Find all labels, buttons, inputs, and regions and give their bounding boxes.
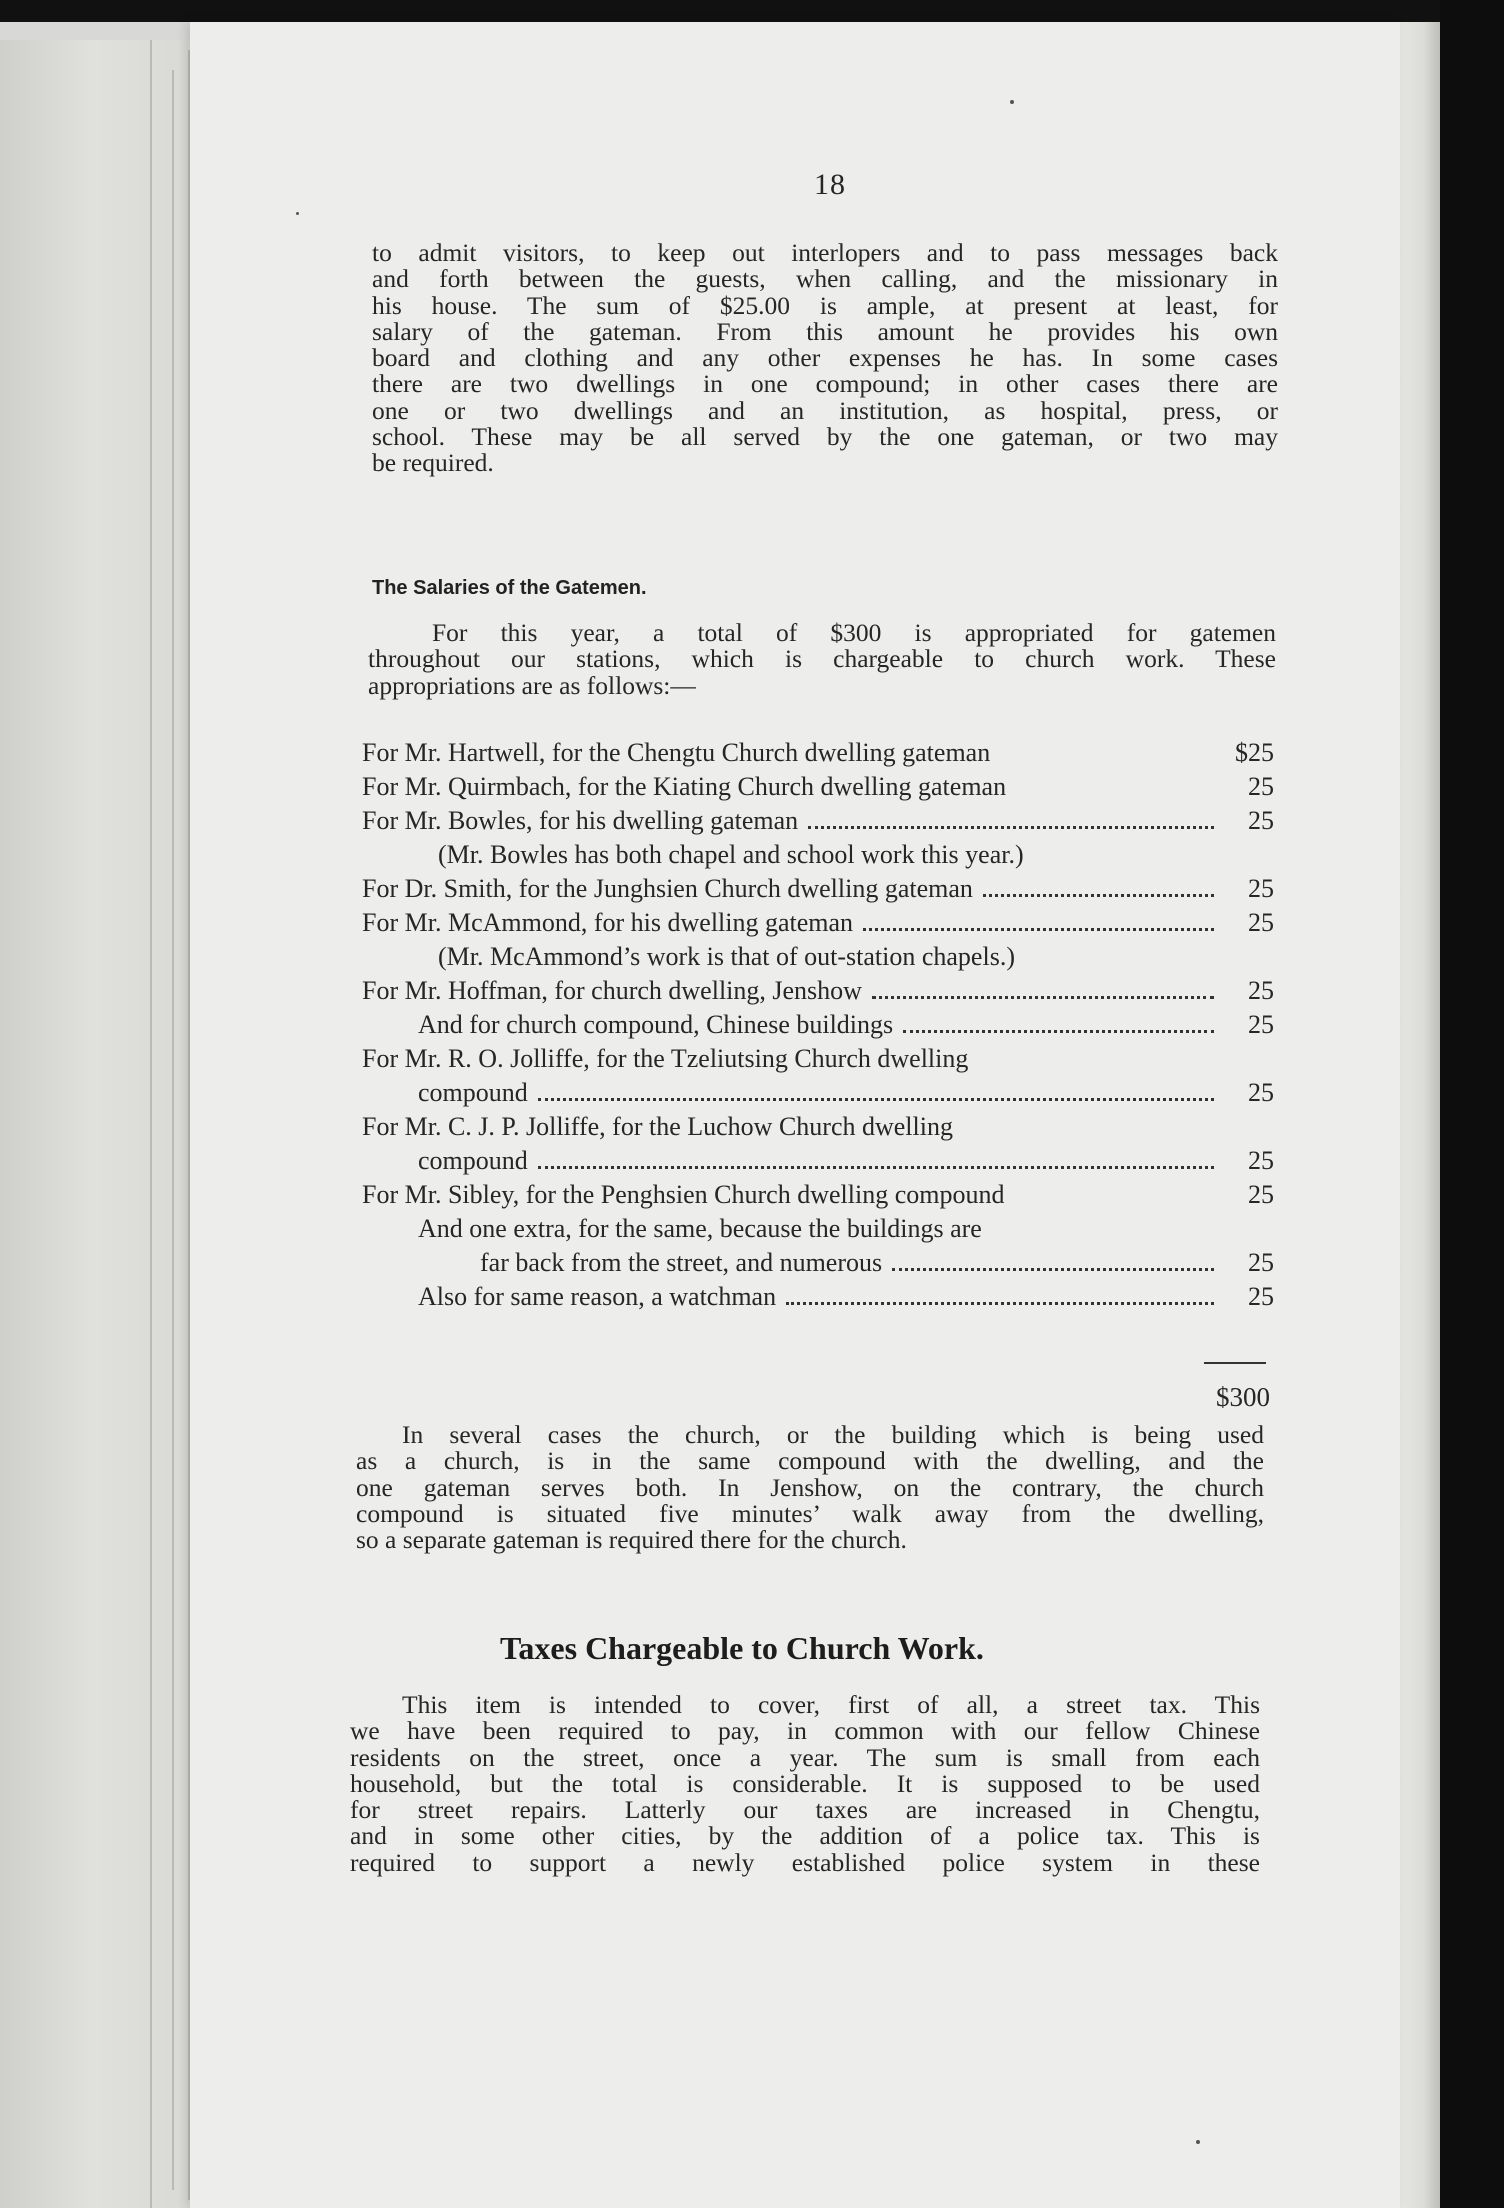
allocation-text: And one extra, for the same, because the buildings are [418, 1214, 982, 1243]
allocation-text: For Mr. C. J. P. Jolliffe, for the Luchow Church dwelling [362, 1112, 953, 1141]
text-line: residents on the street, once a year. The sum is small from each [350, 1742, 1260, 1772]
allocation-text: far back from the street, and numerous [480, 1248, 883, 1277]
allocation-amount: 25 [1248, 1078, 1274, 1107]
allocation-amount: 25 [1248, 976, 1274, 1005]
next-page-edge [1398, 22, 1440, 2208]
allocation-amount: 25 [1248, 772, 1274, 801]
scan-right-border [1440, 0, 1504, 2208]
allocation-amount: 25 [1248, 1146, 1274, 1175]
allocation-text: For Mr. Hoffman, for church dwelling, Jenshow [362, 976, 862, 1005]
allocation-text: Also for same reason, a watchman [418, 1282, 777, 1311]
allocation-row [362, 736, 1274, 770]
allocation-amount: 25 [1248, 1180, 1274, 1209]
allocation-row [362, 1110, 1274, 1144]
page-number: 18 [814, 168, 846, 201]
text-line: there are two dwellings in one compound; in other cases there are [372, 369, 1278, 399]
allocation-row [362, 1042, 1274, 1076]
page-edge-line [172, 70, 174, 2190]
text-line: salary of the gateman. From this amount he provides his own [372, 316, 1278, 346]
dot-leader [786, 1302, 1214, 1305]
allocation-text: For Mr. McAmmond, for his dwelling gateman [362, 908, 854, 937]
salaries-heading: The Salaries of the Gatemen. [372, 577, 647, 599]
text-line: for street repairs. Latterly our taxes are increased in Chengtu, [350, 1795, 1260, 1824]
allocation-row [362, 906, 1274, 940]
text-line: one gateman serves both. In Jenshow, on the contrary, the church [356, 1472, 1264, 1502]
allocation-row [362, 1144, 1274, 1178]
dot-leader [808, 826, 1214, 829]
text-line: his house. The sum of $25.00 is ample, at present at least, for [372, 290, 1278, 320]
allocation-row [362, 974, 1274, 1008]
allocation-row [362, 1280, 1274, 1314]
text-line: board and clothing and any other expenses he has. In some cases [372, 343, 1278, 372]
allocation-text: compound [418, 1146, 528, 1175]
allocation-amount: 25 [1248, 1248, 1274, 1277]
text-line: household, but the total is considerable. It is supposed to be used [350, 1768, 1260, 1798]
allocation-amount: 25 [1248, 806, 1274, 835]
allocation-row [362, 1008, 1274, 1042]
text-line: so a separate gateman is required there for the church. [356, 1525, 907, 1554]
text-line: In several cases the church, or the building which is being used [402, 1420, 1264, 1449]
text-line: school. These may be all served by the one gateman, or two may [372, 421, 1278, 451]
dot-leader [903, 1030, 1214, 1033]
text-line: we have been required to pay, in common with our fellow Chinese [350, 1716, 1260, 1746]
church-compound-paragraph [356, 1422, 1264, 1553]
allocation-amount: 25 [1248, 874, 1274, 903]
allocation-text: For Mr. Bowles, for his dwelling gateman [362, 806, 799, 835]
page-edge-line [150, 40, 152, 2208]
dot-leader [863, 928, 1214, 931]
section-title-taxes: Taxes Chargeable to Church Work. [500, 1630, 984, 1666]
total-rule [1204, 1362, 1266, 1364]
allocation-text: (Mr. McAmmond’s work is that of out-station chapels.) [438, 942, 1015, 971]
text-line: as a church, is in the same compound with the dwelling, and the [356, 1446, 1264, 1476]
allocation-text: For Mr. Sibley, for the Penghsien Church dwelling compound [362, 1180, 1005, 1209]
allocation-row [362, 1178, 1274, 1212]
text-line: appropriations are as follows:— [368, 670, 696, 700]
dot-leader [538, 1166, 1214, 1169]
intro-paragraph [372, 240, 1278, 476]
text-line: throughout our stations, which is chargeable to church work. These [368, 644, 1276, 674]
text-line: and in some other cities, by the addition of a police tax. This is [350, 1821, 1260, 1851]
text-line: For this year, a total of $300 is appropriated for gatemen [432, 618, 1276, 647]
text-line: be required. [372, 448, 494, 477]
allocation-note [362, 940, 1274, 974]
allocation-text: For Dr. Smith, for the Junghsien Church dwelling gateman [362, 874, 973, 903]
gatemen-allocation-list [362, 736, 1274, 1314]
allocation-text: compound [418, 1078, 528, 1107]
text-line: This item is intended to cover, first of all, a street tax. This [402, 1690, 1260, 1719]
allocation-amount: 25 [1248, 1282, 1274, 1311]
text-line: to admit visitors, to keep out interlopers and to pass messages back [372, 238, 1278, 267]
allocation-total: $300 [1216, 1382, 1270, 1412]
dot-leader [538, 1098, 1214, 1101]
allocation-text: (Mr. Bowles has both chapel and school work this year.) [438, 840, 1024, 869]
text-line: and forth between the guests, when calling, and the missionary in [372, 264, 1278, 294]
allocation-text: For Mr. R. O. Jolliffe, for the Tzeliutsing Church dwelling [362, 1044, 969, 1073]
allocation-amount: $25 [1235, 738, 1274, 767]
allocation-amount: 25 [1248, 1010, 1274, 1039]
paper-speck [296, 212, 299, 215]
text-line: required to support a newly established police system in these [350, 1847, 1260, 1877]
allocation-amount: 25 [1248, 908, 1274, 937]
allocation-row [362, 872, 1274, 906]
allocation-text: For Mr. Quirmbach, for the Kiating Church dwelling gateman [362, 772, 1007, 801]
allocation-text: For Mr. Hartwell, for the Chengtu Church dwelling gateman [362, 738, 991, 767]
dot-leader [872, 996, 1214, 999]
allocation-row [362, 1076, 1274, 1110]
paper-speck [1196, 2140, 1200, 2144]
taxes-paragraph [350, 1692, 1260, 1876]
allocation-row [362, 804, 1274, 838]
text-line: compound is situated five minutes’ walk away from the dwelling, [356, 1498, 1264, 1528]
scan-top-border [0, 0, 1504, 22]
text-line: one or two dwellings and an institution, as hospital, press, or [372, 395, 1278, 425]
allocation-row [362, 1246, 1274, 1280]
paper-speck [1010, 100, 1014, 104]
dot-leader [983, 894, 1214, 897]
allocation-row [362, 770, 1274, 804]
allocation-note [362, 838, 1274, 872]
allocation-row [362, 1212, 1274, 1246]
appropriation-paragraph [368, 620, 1276, 699]
dot-leader [892, 1268, 1214, 1271]
allocation-text: And for church compound, Chinese buildings [418, 1010, 894, 1039]
